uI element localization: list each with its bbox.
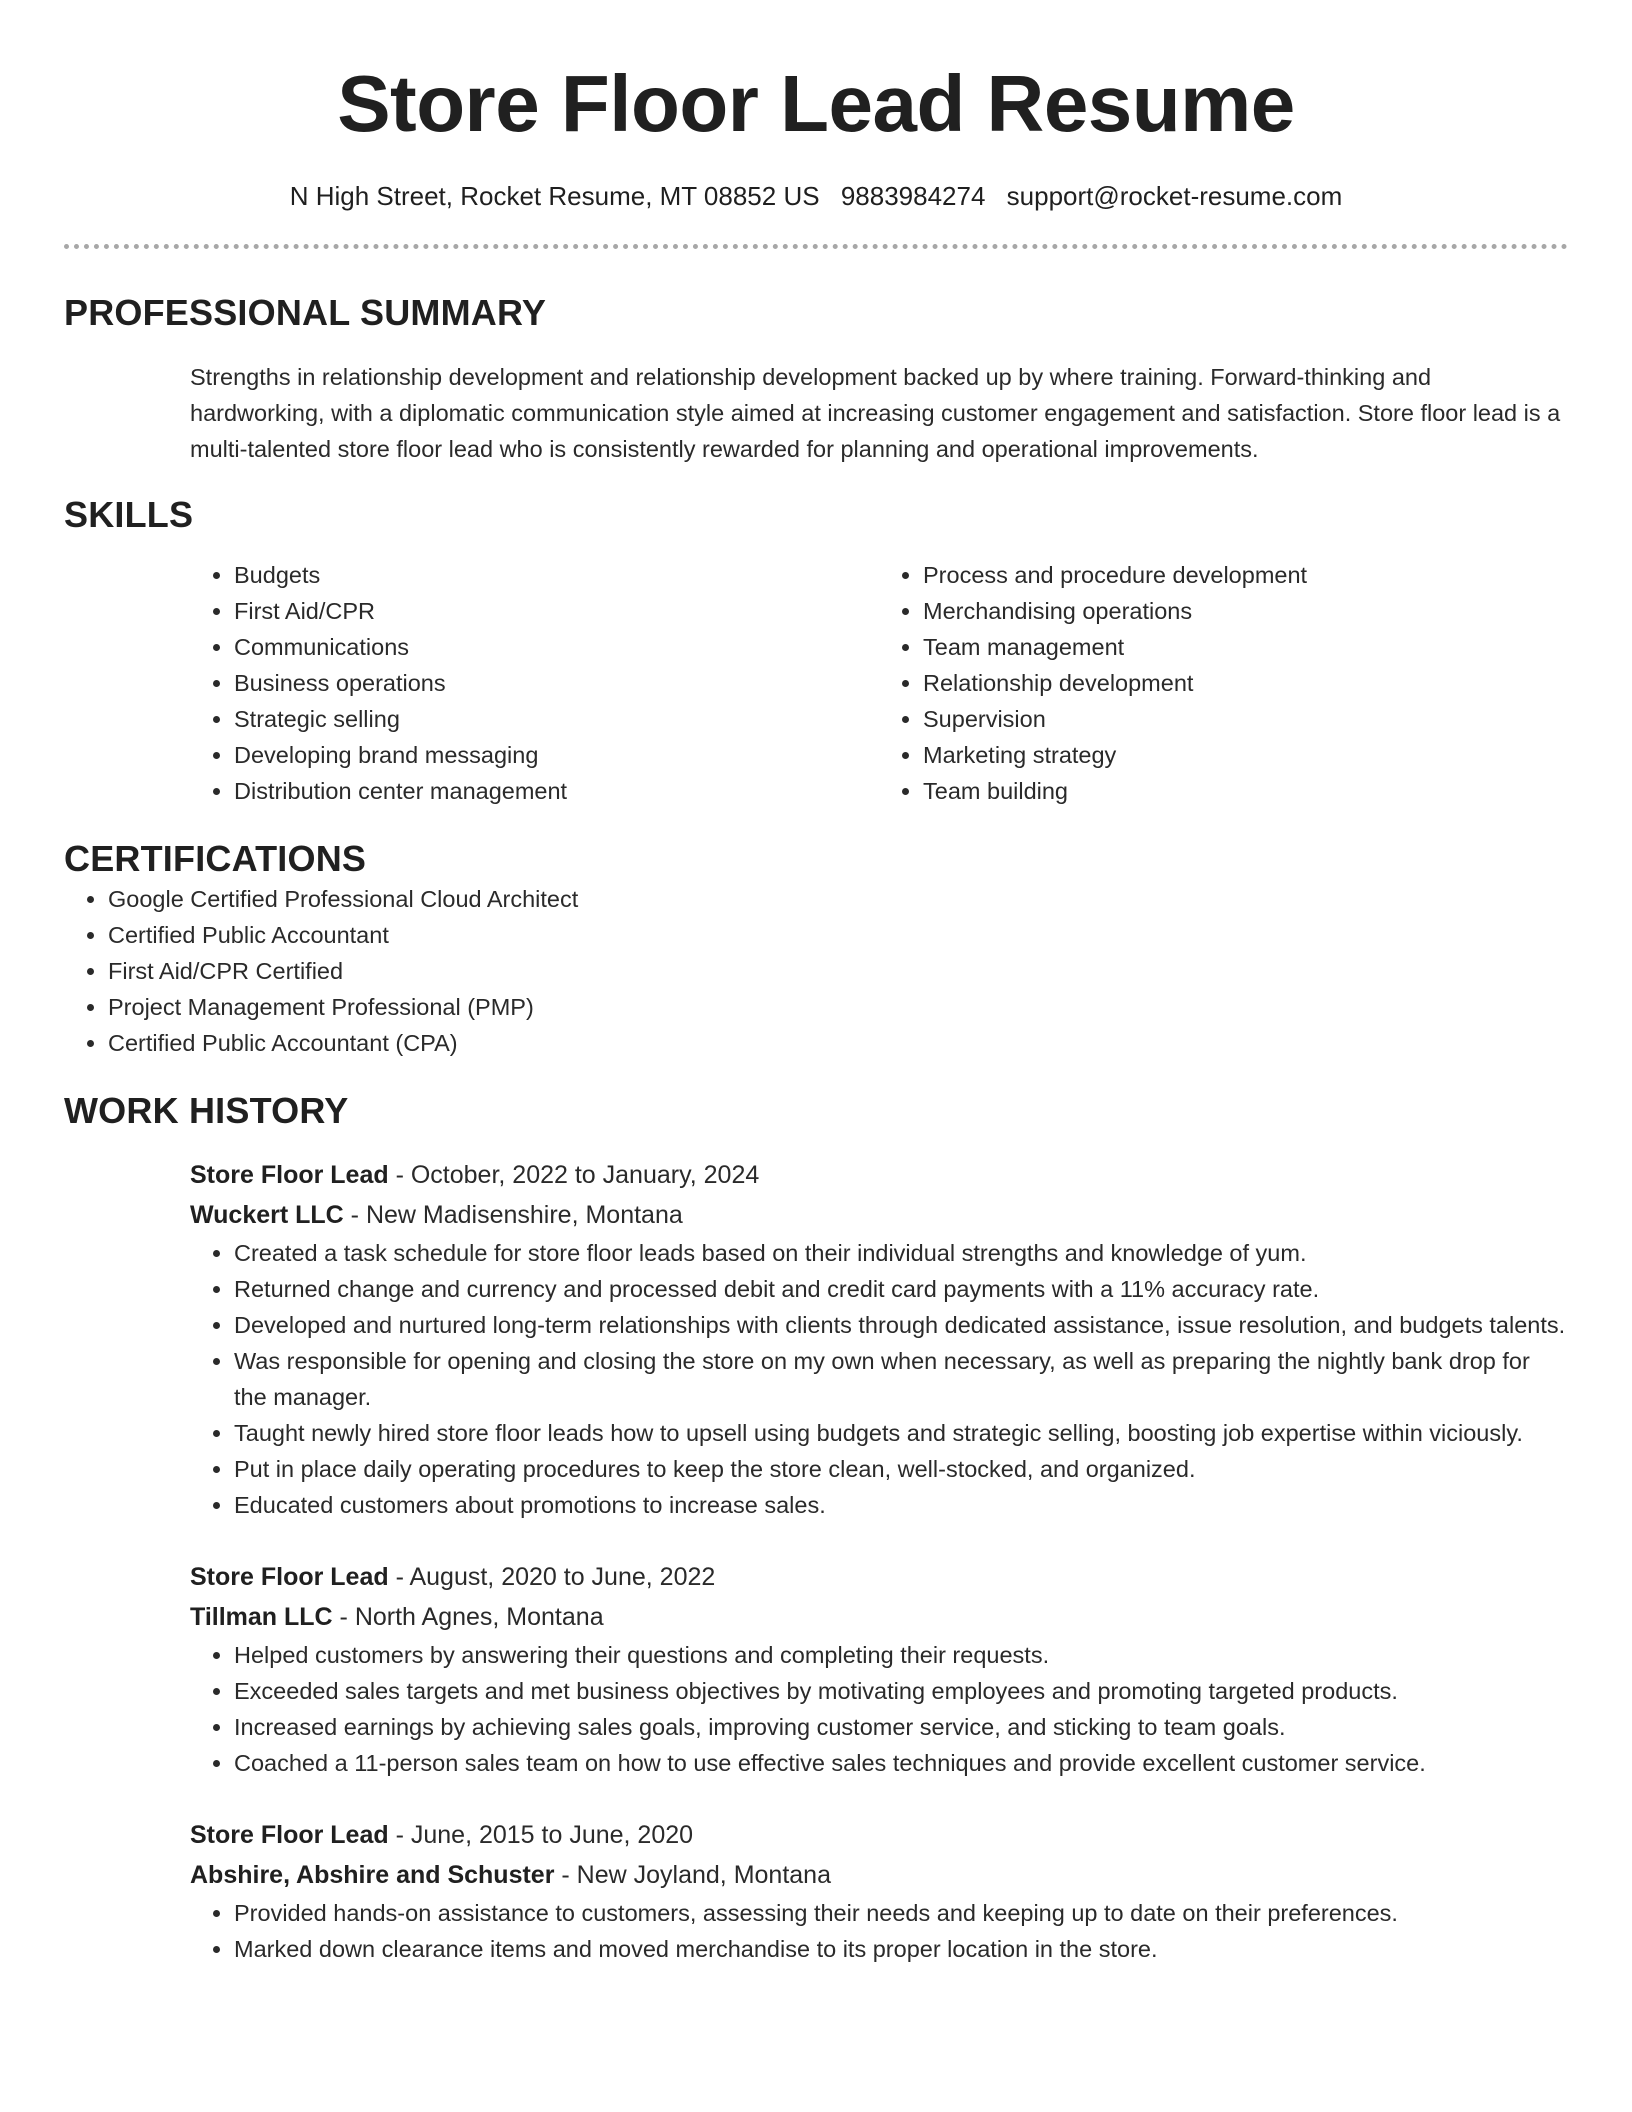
skill-item: • Strategic selling <box>234 701 879 737</box>
skill-item: • Marketing strategy <box>923 737 1568 773</box>
skills-columns <box>190 557 1568 809</box>
contact-email: support@rocket-resume.com <box>1006 181 1343 211</box>
section-title-work-history: WORK HISTORY <box>64 1090 349 1131</box>
job-dates: - June, 2015 to June, 2020 <box>388 1821 694 1849</box>
skill-item: • Developing brand messaging <box>234 737 879 773</box>
job-bullet: • Returned change and currency and processed debit and credit card payments with a 11% accuracy rate. <box>234 1271 1568 1307</box>
certification-item: • Certified Public Accountant <box>108 917 1568 953</box>
job-bullet: • Coached a 11-person sales team on how to use effective sales techniques and provide excellent customer service. <box>234 1745 1568 1781</box>
job-bullet: • Developed and nurtured long-term relationships with clients through dedicated assistance, issue resolution, and budgets talents. <box>234 1307 1568 1343</box>
job-bullet: • Put in place daily operating procedures to keep the store clean, well-stocked, and organized. <box>234 1451 1568 1487</box>
skill-item: • Relationship development <box>923 665 1568 701</box>
skill-item: • Supervision <box>923 701 1568 737</box>
job-location: - New Madisenshire, Montana <box>343 1201 683 1229</box>
job-location: - North Agnes, Montana <box>332 1603 604 1631</box>
job-company: Wuckert LLC <box>190 1201 344 1229</box>
skill-item: • Budgets <box>234 557 879 593</box>
job-dates: - October, 2022 to January, 2024 <box>388 1161 760 1189</box>
job-bullet: • Increased earnings by achieving sales goals, improving customer service, and sticking to team goals. <box>234 1709 1568 1745</box>
job-role: Store Floor Lead <box>190 1821 389 1849</box>
job-role-line <box>190 1815 1568 1855</box>
skills-list-left <box>190 557 879 809</box>
job-bullets <box>190 1895 1568 1967</box>
job-bullet: • Created a task schedule for store floor leads based on their individual strengths and knowledge of yum. <box>234 1235 1568 1271</box>
job-bullet: • Taught newly hired store floor leads how to upsell using budgets and strategic selling, boosting job expertise within viciously. <box>234 1415 1568 1451</box>
job-bullets <box>190 1235 1568 1523</box>
resume-title: Store Floor Lead Resume <box>337 59 1295 148</box>
skill-item: • Business operations <box>234 665 879 701</box>
header-divider <box>64 244 1568 249</box>
skill-item: • Process and procedure development <box>923 557 1568 593</box>
job-role: Store Floor Lead <box>190 1563 389 1591</box>
summary-text: Strengths in relationship development and relationship development backed up by where training. Forward-thinking and hardworking, with a diplomatic communication style aimed at increasing customer engagement and satisfaction. Store floor lead is a multi-talented store floor lead who is consistently rewarded for planning and operational improvements. <box>190 364 1561 462</box>
job-bullet: • Marked down clearance items and moved merchandise to its proper location in the store. <box>234 1931 1568 1967</box>
skill-item: • Team building <box>923 773 1568 809</box>
section-title-certifications: CERTIFICATIONS <box>64 838 367 879</box>
skill-item: • Communications <box>234 629 879 665</box>
skill-item: • Merchandising operations <box>923 593 1568 629</box>
certification-item: • Google Certified Professional Cloud Architect <box>108 881 1568 917</box>
certifications-list <box>64 881 1568 1061</box>
job-dates: - August, 2020 to June, 2022 <box>388 1563 716 1591</box>
job-bullet: • Was responsible for opening and closing the store on my own when necessary, as well as preparing the nightly bank drop for the manager. <box>234 1343 1568 1415</box>
job-bullet: • Provided hands-on assistance to customers, assessing their needs and keeping up to date on their preferences. <box>234 1895 1568 1931</box>
contact-address: N High Street, Rocket Resume, MT 08852 US <box>289 181 820 211</box>
section-title-skills: SKILLS <box>64 494 194 535</box>
skill-item: • Distribution center management <box>234 773 879 809</box>
job-entry <box>190 1155 1568 1523</box>
contact-line <box>64 180 1568 212</box>
job-company: Tillman LLC <box>190 1603 333 1631</box>
job-bullets <box>190 1637 1568 1781</box>
job-location: - New Joyland, Montana <box>554 1861 831 1889</box>
job-role-line <box>190 1155 1568 1195</box>
job-entry <box>190 1815 1568 1967</box>
skill-item: • Team management <box>923 629 1568 665</box>
job-bullet: • Exceeded sales targets and met business objectives by motivating employees and promoting targeted products. <box>234 1673 1568 1709</box>
job-role: Store Floor Lead <box>190 1161 389 1189</box>
job-company-line <box>190 1195 1568 1235</box>
job-company: Abshire, Abshire and Schuster <box>190 1861 555 1889</box>
job-entry <box>190 1557 1568 1781</box>
certification-item: • Certified Public Accountant (CPA) <box>108 1025 1568 1061</box>
job-bullet: • Educated customers about promotions to increase sales. <box>234 1487 1568 1523</box>
job-company-line <box>190 1855 1568 1895</box>
section-title-summary: PROFESSIONAL SUMMARY <box>64 292 547 333</box>
certification-item: • Project Management Professional (PMP) <box>108 989 1568 1025</box>
job-bullet: • Helped customers by answering their questions and completing their requests. <box>234 1637 1568 1673</box>
contact-phone: 9883984274 <box>840 181 986 211</box>
certification-item: • First Aid/CPR Certified <box>108 953 1568 989</box>
skill-item: • First Aid/CPR <box>234 593 879 629</box>
job-role-line <box>190 1557 1568 1597</box>
job-company-line <box>190 1597 1568 1637</box>
skills-list-right <box>879 557 1568 809</box>
